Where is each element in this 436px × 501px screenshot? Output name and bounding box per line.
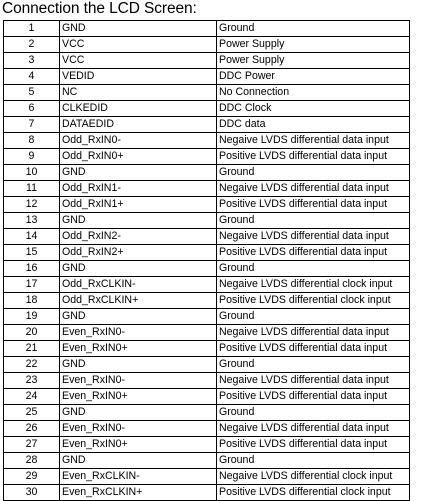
signal-description-cell: Ground	[217, 357, 410, 373]
table-row	[4, 261, 410, 277]
pin-number-cell: 2	[4, 37, 60, 53]
table-row	[4, 325, 410, 341]
signal-name-cell: GND	[60, 405, 217, 421]
pin-number-cell: 27	[4, 437, 60, 453]
table-row	[4, 389, 410, 405]
signal-description-cell: DDC Clock	[217, 101, 410, 117]
signal-description-cell: Power Supply	[217, 37, 410, 53]
table-row	[4, 277, 410, 293]
signal-name-cell: CLKEDID	[60, 101, 217, 117]
signal-description-cell: Negaive LVDS differential clock input	[217, 277, 410, 293]
signal-description-cell: Negaive LVDS differential data input	[217, 325, 410, 341]
signal-name-cell: Odd_RxIN0-	[60, 133, 217, 149]
signal-name-cell: Even_RxIN0+	[60, 437, 217, 453]
signal-name-cell: VEDID	[60, 69, 217, 85]
signal-description-cell: Positive LVDS differential data input	[217, 245, 410, 261]
signal-description-cell: Ground	[217, 213, 410, 229]
table-row	[4, 213, 410, 229]
table-row	[4, 245, 410, 261]
signal-description-cell: Positive LVDS differential data input	[217, 341, 410, 357]
table-row	[4, 53, 410, 69]
signal-name-cell: GND	[60, 213, 217, 229]
page-title: Connection the LCD Screen:	[2, 0, 197, 17]
signal-name-cell: Even_RxIN0+	[60, 341, 217, 357]
table-row	[4, 437, 410, 453]
pin-number-cell: 8	[4, 133, 60, 149]
signal-description-cell: Positive LVDS differential clock input	[217, 485, 410, 501]
signal-description-cell: Ground	[217, 405, 410, 421]
signal-name-cell: GND	[60, 453, 217, 469]
signal-description-cell: Positive LVDS differential data input	[217, 437, 410, 453]
pin-number-cell: 20	[4, 325, 60, 341]
signal-name-cell: GND	[60, 357, 217, 373]
table-row	[4, 309, 410, 325]
table-row	[4, 373, 410, 389]
signal-name-cell: GND	[60, 165, 217, 181]
pin-number-cell: 25	[4, 405, 60, 421]
table-row	[4, 133, 410, 149]
pin-number-cell: 3	[4, 53, 60, 69]
table-row	[4, 485, 410, 501]
signal-name-cell: GND	[60, 309, 217, 325]
signal-name-cell: Even_RxIN0-	[60, 325, 217, 341]
signal-name-cell: NC	[60, 85, 217, 101]
pin-number-cell: 6	[4, 101, 60, 117]
signal-description-cell: Power Supply	[217, 53, 410, 69]
pin-number-cell: 1	[4, 21, 60, 37]
pin-table-body	[4, 21, 410, 501]
signal-description-cell: Positive LVDS differential data input	[217, 149, 410, 165]
signal-name-cell: Even_RxIN0-	[60, 421, 217, 437]
pin-number-cell: 16	[4, 261, 60, 277]
table-row	[4, 229, 410, 245]
signal-description-cell: Negaive LVDS differential data input	[217, 181, 410, 197]
signal-description-cell: Positive LVDS differential data input	[217, 389, 410, 405]
pin-number-cell: 22	[4, 357, 60, 373]
signal-name-cell: DATAEDID	[60, 117, 217, 133]
table-row	[4, 165, 410, 181]
table-row	[4, 117, 410, 133]
signal-name-cell: Even_RxIN0-	[60, 373, 217, 389]
pin-number-cell: 4	[4, 69, 60, 85]
signal-description-cell: Negaive LVDS differential data input	[217, 373, 410, 389]
pin-number-cell: 7	[4, 117, 60, 133]
table-row	[4, 293, 410, 309]
pin-number-cell: 11	[4, 181, 60, 197]
signal-description-cell: DDC Power	[217, 69, 410, 85]
signal-description-cell: DDC data	[217, 117, 410, 133]
table-row	[4, 469, 410, 485]
table-row	[4, 149, 410, 165]
signal-description-cell: Positive LVDS differential clock input	[217, 293, 410, 309]
pin-number-cell: 9	[4, 149, 60, 165]
signal-description-cell: Negaive LVDS differential data input	[217, 133, 410, 149]
pin-number-cell: 24	[4, 389, 60, 405]
signal-name-cell: Even_RxIN0+	[60, 389, 217, 405]
signal-description-cell: Positive LVDS differential data input	[217, 197, 410, 213]
table-row	[4, 181, 410, 197]
pin-number-cell: 5	[4, 85, 60, 101]
pin-number-cell: 14	[4, 229, 60, 245]
pin-number-cell: 18	[4, 293, 60, 309]
signal-name-cell: GND	[60, 261, 217, 277]
table-row	[4, 341, 410, 357]
signal-name-cell: Odd_RxIN2+	[60, 245, 217, 261]
pin-number-cell: 23	[4, 373, 60, 389]
pin-number-cell: 19	[4, 309, 60, 325]
table-row	[4, 21, 410, 37]
signal-name-cell: GND	[60, 21, 217, 37]
pin-number-cell: 30	[4, 485, 60, 501]
signal-name-cell: Odd_RxIN1+	[60, 197, 217, 213]
signal-name-cell: Odd_RxCLKIN+	[60, 293, 217, 309]
pin-number-cell: 12	[4, 197, 60, 213]
pin-number-cell: 15	[4, 245, 60, 261]
table-row	[4, 421, 410, 437]
table-row	[4, 197, 410, 213]
table-row	[4, 357, 410, 373]
table-row	[4, 453, 410, 469]
signal-description-cell: Ground	[217, 453, 410, 469]
pin-number-cell: 21	[4, 341, 60, 357]
signal-description-cell: Ground	[217, 21, 410, 37]
signal-name-cell: Odd_RxIN0+	[60, 149, 217, 165]
pin-number-cell: 26	[4, 421, 60, 437]
signal-name-cell: VCC	[60, 53, 217, 69]
table-row	[4, 37, 410, 53]
signal-description-cell: No Connection	[217, 85, 410, 101]
signal-name-cell: Odd_RxCLKIN-	[60, 277, 217, 293]
signal-description-cell: Ground	[217, 309, 410, 325]
table-row	[4, 101, 410, 117]
pin-table	[3, 20, 410, 501]
pin-number-cell: 29	[4, 469, 60, 485]
signal-description-cell: Ground	[217, 261, 410, 277]
table-row	[4, 85, 410, 101]
signal-name-cell: Odd_RxIN2-	[60, 229, 217, 245]
pin-number-cell: 17	[4, 277, 60, 293]
pin-number-cell: 28	[4, 453, 60, 469]
table-row	[4, 405, 410, 421]
signal-name-cell: Even_RxCLKIN+	[60, 485, 217, 501]
signal-description-cell: Ground	[217, 165, 410, 181]
signal-name-cell: Odd_RxIN1-	[60, 181, 217, 197]
table-row	[4, 69, 410, 85]
signal-name-cell: Even_RxCLKIN-	[60, 469, 217, 485]
pin-number-cell: 13	[4, 213, 60, 229]
signal-name-cell: VCC	[60, 37, 217, 53]
signal-description-cell: Negaive LVDS differential clock input	[217, 469, 410, 485]
signal-description-cell: Negaive LVDS differential data input	[217, 229, 410, 245]
pin-number-cell: 10	[4, 165, 60, 181]
signal-description-cell: Negaive LVDS differential data input	[217, 421, 410, 437]
